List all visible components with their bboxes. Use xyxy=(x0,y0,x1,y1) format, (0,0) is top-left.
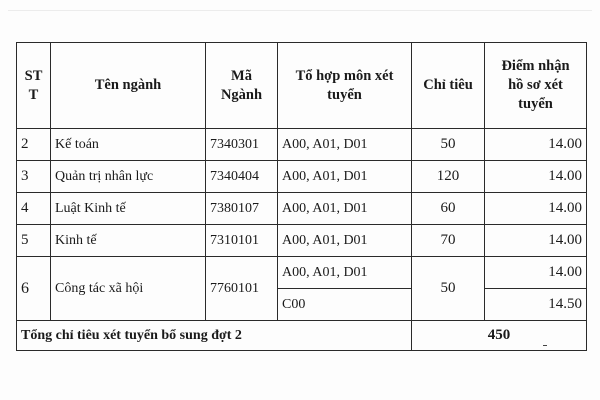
admissions-table xyxy=(16,42,587,351)
total-value: 450 xyxy=(412,321,587,351)
cell-combo: A00, A01, D01 xyxy=(278,193,412,225)
cell-name: Luật Kinh tế xyxy=(51,193,206,225)
table-row xyxy=(17,193,587,225)
table-row-merged xyxy=(17,257,587,289)
cell-code: 7760101 xyxy=(206,257,278,321)
cell-stt: 4 xyxy=(17,193,51,225)
header-score xyxy=(485,43,587,129)
cell-stt: 2 xyxy=(17,129,51,161)
header-combo xyxy=(278,43,412,129)
cell-score: 14.00 xyxy=(485,257,587,289)
cell-name: Kinh tế xyxy=(51,225,206,257)
header-combo-text: Tổ hợp môn xét tuyển xyxy=(295,67,394,103)
header-stt xyxy=(17,43,51,129)
cell-score: 14.00 xyxy=(485,129,587,161)
cell-stt: 5 xyxy=(17,225,51,257)
cell-score: 14.50 xyxy=(485,289,587,321)
table-header-row xyxy=(17,43,587,129)
table-row xyxy=(17,225,587,257)
cell-quota: 120 xyxy=(412,161,485,193)
cell-quota: 50 xyxy=(412,129,485,161)
table-row xyxy=(17,129,587,161)
scan-speck xyxy=(543,345,547,346)
cell-score: 14.00 xyxy=(485,161,587,193)
header-stt-text: ST T xyxy=(24,67,43,103)
header-code-text: Mã Ngành xyxy=(220,67,263,103)
header-quota xyxy=(412,43,485,129)
cell-stt: 6 xyxy=(17,257,51,321)
cell-code: 7380107 xyxy=(206,193,278,225)
cell-name: Kế toán xyxy=(51,129,206,161)
cell-combo: A00, A01, D01 xyxy=(278,225,412,257)
cell-code: 7340404 xyxy=(206,161,278,193)
cell-quota: 70 xyxy=(412,225,485,257)
header-name xyxy=(51,43,206,129)
cell-combo: C00 xyxy=(278,289,412,321)
table-row xyxy=(17,161,587,193)
header-name-text: Tên ngành xyxy=(94,77,162,93)
scan-edge-line xyxy=(8,10,592,11)
cell-code: 7310101 xyxy=(206,225,278,257)
cell-code: 7340301 xyxy=(206,129,278,161)
header-code xyxy=(206,43,278,129)
cell-quota: 60 xyxy=(412,193,485,225)
cell-combo: A00, A01, D01 xyxy=(278,129,412,161)
header-score-text: Điểm nhận hồ sơ xét tuyển xyxy=(501,58,570,112)
cell-name: Công tác xã hội xyxy=(51,257,206,321)
cell-score: 14.00 xyxy=(485,193,587,225)
cell-score: 14.00 xyxy=(485,225,587,257)
table-total-row xyxy=(17,321,587,351)
cell-combo: A00, A01, D01 xyxy=(278,257,412,289)
cell-quota: 50 xyxy=(412,257,485,321)
total-label: Tổng chỉ tiêu xét tuyển bổ sung đợt 2 xyxy=(17,321,412,351)
header-quota-text: Chỉ tiêu xyxy=(423,77,473,93)
cell-name: Quản trị nhân lực xyxy=(51,161,206,193)
cell-combo: A00, A01, D01 xyxy=(278,161,412,193)
cell-stt: 3 xyxy=(17,161,51,193)
